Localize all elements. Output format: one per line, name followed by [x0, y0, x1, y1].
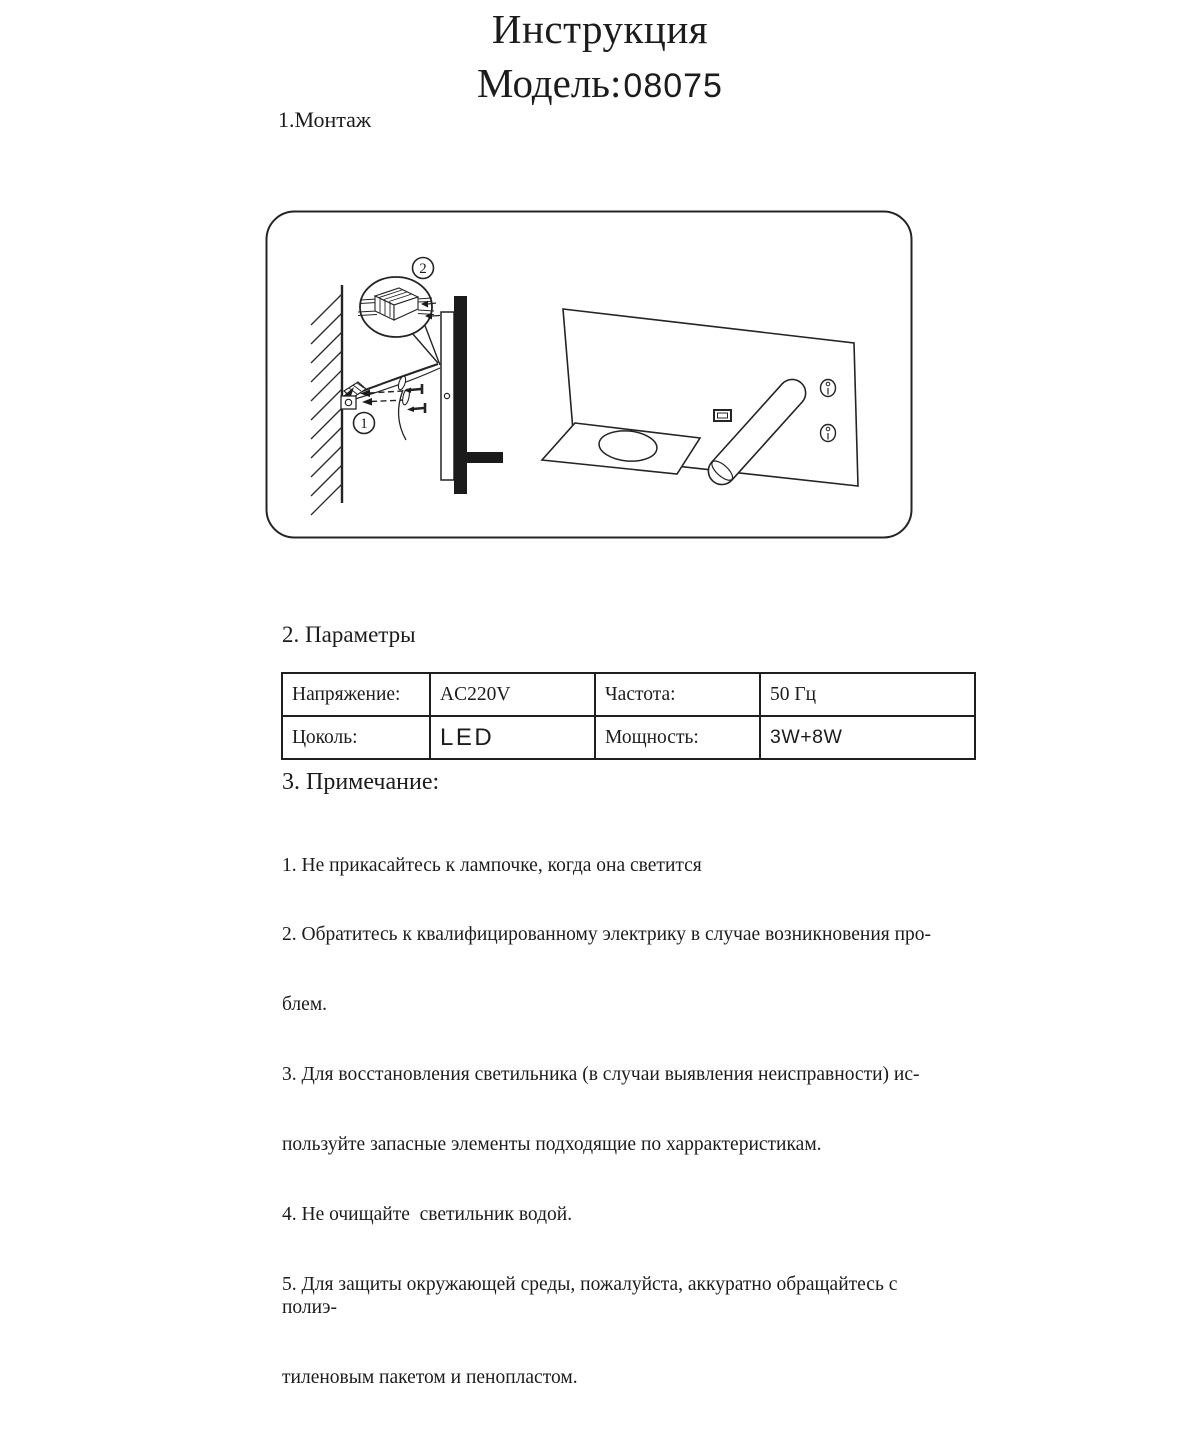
section-heading-notes: 3. Примечание: [282, 769, 440, 795]
table-row [282, 673, 975, 716]
param-socket-label: Цоколь: [282, 716, 430, 759]
note-line: 1. Не прикасайтесь к лампочке, когда она светится [282, 854, 702, 876]
param-frequency-value: 50 Гц [760, 673, 975, 716]
parameters-table [281, 672, 976, 760]
param-voltage-label: Напряжение: [282, 673, 430, 716]
model-line [0, 61, 1200, 108]
callout-1-number: 1 [360, 416, 368, 432]
fixture-body-bar [454, 296, 467, 494]
fixture-foot [467, 452, 503, 463]
montage-diagram [265, 210, 913, 540]
param-frequency-label: Частота: [595, 673, 760, 716]
note-line: тиленовым пакетом и пенопластом. [282, 1367, 578, 1389]
param-socket-value: LED [430, 716, 595, 759]
model-label: Модель: [477, 60, 622, 106]
model-number: 08075 [623, 67, 723, 105]
param-voltage-value: AC220V [430, 673, 595, 716]
note-line: пользуйте запасные элементы подходящие по харрактеристикам. [282, 1134, 822, 1156]
note-line: блем. [282, 994, 328, 1016]
switch-button-bottom [821, 425, 836, 442]
usb-port [714, 410, 731, 421]
notes-list [282, 807, 954, 1436]
note-line: 3. Для восстановления светильника (в случаи выявления неисправности) ис- [282, 1064, 920, 1086]
switch-button-top [821, 380, 836, 397]
section-heading-parameters: 2. Параметры [282, 622, 416, 647]
callout-2-number: 2 [419, 261, 427, 277]
note-line: 2. Обратитесь к квалифицированному электрику в случае возникновения про- [282, 924, 932, 946]
note-line: 5. Для защиты окружающей среды, пожалуйста, аккуратно обращайтесь с полиэ- [282, 1273, 903, 1319]
page-title: Инструкция [491, 6, 709, 52]
screw-hole [444, 393, 449, 398]
param-power-label: Мощность: [595, 716, 760, 759]
section-heading-montage: 1.Монтаж [278, 107, 372, 132]
note-line: 4. Не очищайте светильник водой. [282, 1204, 573, 1226]
param-power-value: 3W+8W [760, 716, 975, 759]
table-row [282, 716, 975, 759]
